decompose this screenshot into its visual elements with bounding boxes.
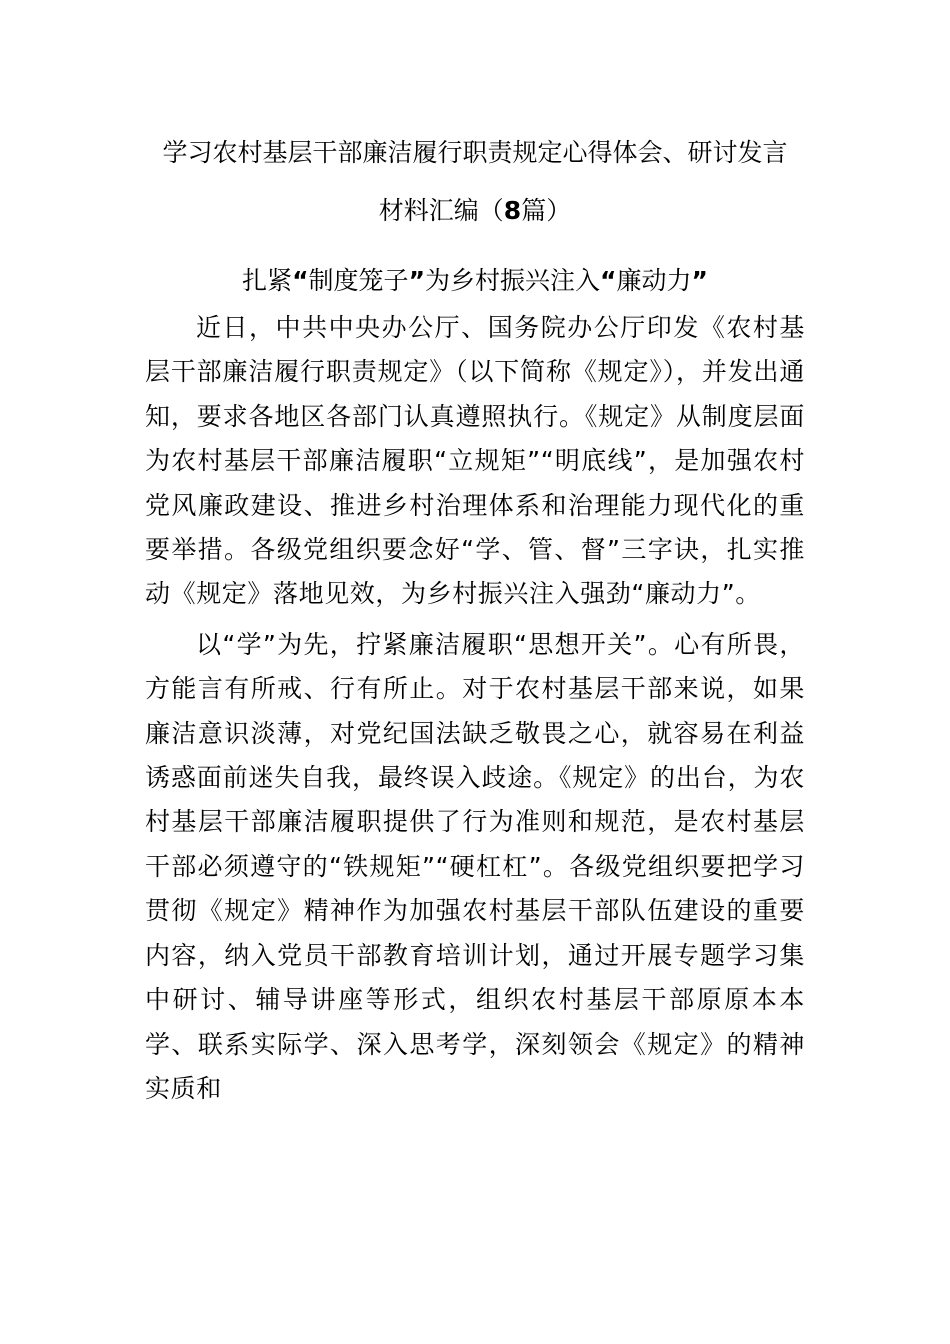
subtitle-part-c: 为乡村振兴注入 [425,266,601,295]
document-title-line-2 [0,189,950,233]
subtitle-quote-open-1: “ [292,266,309,295]
title-count: 8 [503,196,522,225]
article-body [145,306,805,1111]
subtitle-part-d: 廉动力 [616,266,692,295]
subtitle-quote-close-2: ” [691,266,708,295]
document-title-line-1 [0,131,950,175]
paragraph-1: 近日，中共中央办公厅、国务院办公厅印发《农村基层干部廉洁履行职责规定》（以下简称《规定》），并发出通知，要求各地区各部门认真遵照执行。《规定》从制度层面为农村基层干部廉洁履职“立规矩”“明底线”，是加强农村党风廉政建设、推进乡村治理体系和治理能力现代化的重要举措。各级党组织要念好“学、管、督”三字诀，扎实推动《规定》落地见效，为乡村振兴注入强劲“廉动力”。 [145,313,805,609]
subtitle-part-a: 扎紧 [242,266,293,295]
title-text-1: 学习农村基层干部廉洁履行职责规定心得体会、研讨发言 [162,138,788,167]
subtitle-quote-open-2: “ [600,266,617,295]
subtitle-quote-close-1: ” [408,266,425,295]
title-text-2c: 篇） [521,196,572,225]
paragraph-2: 以“学”为先，拧紧廉洁履职“思想开关”。心有所畏，方能言有所戒、行有所止。对于农村基层干部来说，如果廉洁意识淡薄，对党纪国法缺乏敬畏之心，就容易在利益诱惑面前迷失自我，最终误入歧途。《规定》的出台，为农村基层干部廉洁履职提供了行为准则和规范，是农村基层干部必须遵守的“铁规矩”“硬杠杠”。各级党组织要把学习贯彻《规定》精神作为加强农村基层干部队伍建设的重要内容，纳入党员干部教育培训计划，通过开展专题学习集中研讨、辅导讲座等形式，组织农村基层干部原原本本学、联系实际学、深入思考学，深刻领会《规定》的精神实质和 [145,629,805,1103]
subtitle-part-b: 制度笼子 [308,266,409,295]
title-text-2a: 材料汇编（ [378,196,504,225]
article-subtitle [0,259,950,303]
